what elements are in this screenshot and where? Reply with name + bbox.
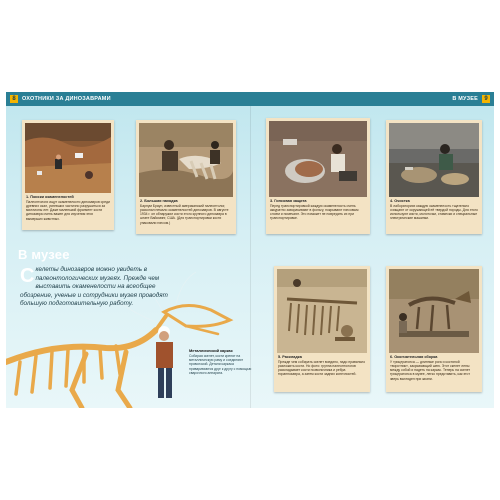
section-title: В музее: [18, 247, 70, 262]
caption-6-text: У трицератопса — длинные рога и костяной «воротник», закрывающий шею. Этот скелет лены между собой и надеть на каркас. Теперь на скелет трицератопса в музее, легко представить, как этот зверь выглядел при жизни.: [390, 359, 471, 381]
photo-assembly: [389, 269, 479, 353]
cleaning-image: [389, 123, 479, 197]
metal-frame-title: Металлический каркас: [189, 348, 233, 353]
photo-cleaning: [389, 123, 479, 197]
fossil-search-image: [25, 123, 111, 193]
caption-4: [389, 197, 479, 221]
caption-6: [389, 353, 479, 381]
intro-dropcap: С: [20, 265, 35, 287]
header-right: [452, 94, 490, 104]
caption-5: [277, 353, 367, 377]
section-intro: [20, 266, 170, 309]
intro-text: келеты динозавров можно увидеть в палеонтологических музеях. Прежде чем выставить окаменелости на всеобщее обозрение, ученые и сотрудники музея проводят большую подготовительную работу.: [20, 266, 168, 308]
caption-1: [25, 193, 111, 221]
assembly-image: [389, 269, 479, 353]
right-running-title: В МУЗЕЕ: [452, 96, 478, 102]
photo-layout: [277, 269, 367, 353]
photo-fossil-search: [25, 123, 111, 193]
right-page-number: 9: [482, 95, 490, 103]
left-page-number: 8: [10, 95, 18, 103]
caption-1-title: 1. Поиски окаменелостей: [26, 195, 74, 199]
header-bar: [6, 92, 494, 106]
card-4-cleaning: [386, 120, 482, 234]
book-spread: [6, 92, 494, 408]
caption-6-title: 6. Окончательная сборка: [390, 355, 438, 359]
caption-4-title: 4. Очистка: [390, 199, 410, 203]
caption-2-title: 2. Большая находка: [140, 199, 178, 203]
caption-5-title: 5. Раскладка: [278, 355, 302, 359]
photo-plaster: [269, 121, 367, 197]
caption-2-text: Барнум Браун, известный американский палеонтолог, раскопал немало окаменелостей динозавров. В августе 1934 г. он обнаружил кости этого крупного динозавра в штате Вайоминг, США. (Для транспортировки кости упаковали гипсом.): [140, 203, 229, 225]
caption-3-title: 3. Гипсовая защита: [270, 199, 307, 203]
card-3-plaster: [266, 118, 370, 234]
caption-3-text: Перед транспортировкой каждую окаменелость очень аккуратно заворачивают в фольгу, покрывают гипсовым слоем и помечают. Это поможет не повредить их при транспортировке.: [270, 203, 359, 221]
caption-5-text: Прежде чем собирать скелет воедино, надо правильно разложить кости. Но фото: группа палеонтологов раскладывает кости позвоночника и ребра тираннозавра, а затем кости задних конечностей.: [278, 359, 366, 377]
caption-3: [269, 197, 367, 221]
caption-1-text: Палеонтологи ищут окаменелости динозавров среди древних скал, успевших частично разрушиться за миллионы лет. Даже маленький фрагмент кости динозавра очень важен для изучения этих вымерших животных.: [26, 199, 110, 221]
card-1-fossil-search: [22, 120, 114, 230]
left-running-title: ОХОТНИКИ ЗА ДИНОЗАВРАМИ: [22, 96, 111, 102]
photo-big-find: [139, 123, 233, 197]
card-2-big-find: [136, 120, 236, 234]
caption-2: [139, 197, 233, 225]
metal-frame-note: [189, 349, 253, 375]
card-5-layout: [274, 266, 370, 392]
card-6-assembly: [386, 266, 482, 392]
header-left: [10, 94, 111, 104]
plaster-image: [269, 121, 367, 197]
metal-frame-text: Собирая скелет, кости крепят на металлическую раму и соединяют проволокой. Детали каркаса привариваются друг к другу с помощью сварочного аппарата.: [189, 353, 252, 375]
caption-4-text: В лабораториях каждую окаменелость тщательно очищают от окружающей её твердой породы. Для этого используют кисти, молоточки, стамески и специальные электрические машинки.: [390, 203, 478, 221]
layout-image: [277, 269, 367, 353]
big-find-image: [139, 123, 233, 197]
